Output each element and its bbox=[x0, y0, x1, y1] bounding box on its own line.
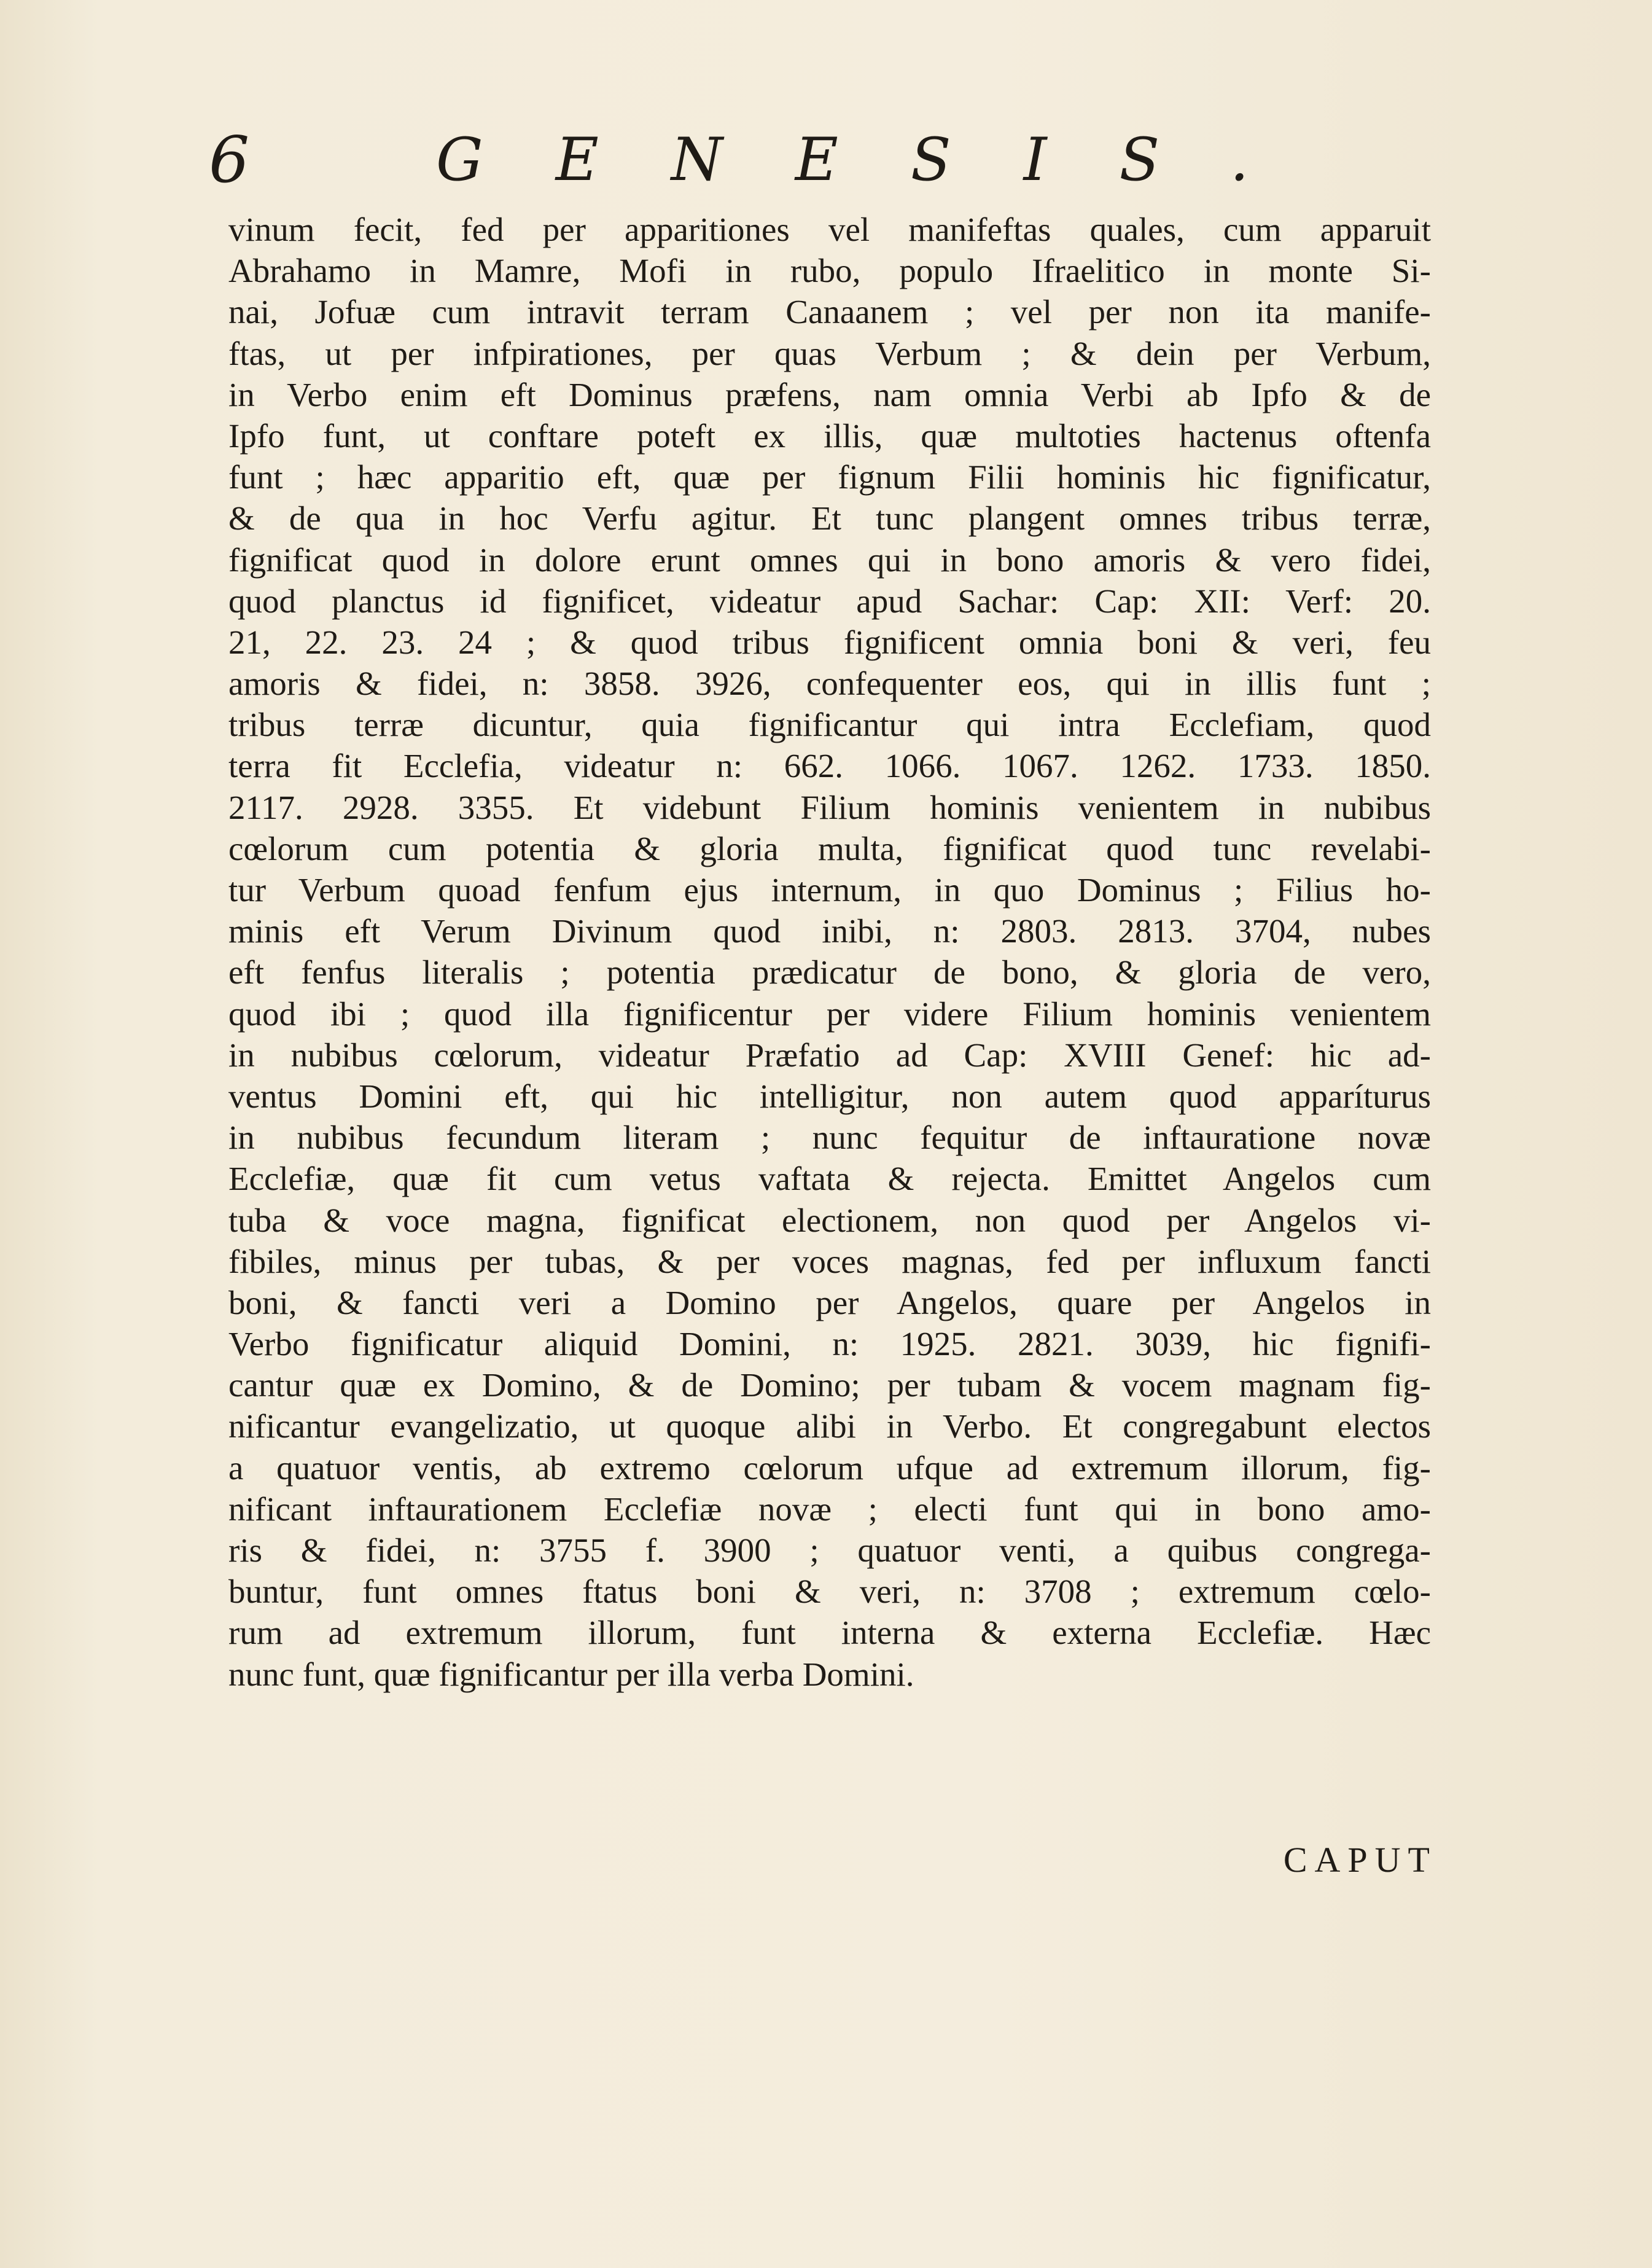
text-line: quod planctus id fignificet, videatur apud Sachar: Cap: XII: Verf: 20. bbox=[228, 582, 1431, 620]
text-line: minis eft Verum Divinum quod inibi, n: 2803. 2813. 3704, nubes bbox=[228, 912, 1431, 950]
text-line: Verbo fignificatur aliquid Domini, n: 1925. 2821. 3039, hic fignifi- bbox=[228, 1325, 1431, 1363]
text-line: fignificat quod in dolore erunt omnes qui in bono amoris & vero fidei, bbox=[228, 541, 1431, 579]
text-line: in nubibus cœlorum, videatur Præfatio ad Cap: XVIII Genef: hic ad- bbox=[228, 1036, 1431, 1074]
text-line: in Verbo enim eft Dominus præfens, nam omnia Verbi ab Ipfo & de bbox=[228, 375, 1431, 413]
text-line: Ipfo funt, ut conftare poteft ex illis, quæ multoties hactenus oftenfa bbox=[228, 416, 1431, 455]
text-line: 21, 22. 23. 24 ; & quod tribus fignificent omnia boni & veri, feu bbox=[228, 623, 1431, 661]
body-text bbox=[228, 209, 1431, 1695]
text-line: ventus Domini eft, qui hic intelligitur, non autem quod apparíturus bbox=[228, 1077, 1431, 1115]
text-line: rum ad extremum illorum, funt interna & externa Ecclefiæ. Hæc bbox=[228, 1614, 1431, 1652]
text-line: fibiles, minus per tubas, & per voces magnas, fed per influxum fancti bbox=[228, 1242, 1431, 1280]
text-line: Ecclefiæ, quæ fit cum vetus vaftata & rejecta. Emittet Angelos cum bbox=[228, 1160, 1431, 1198]
text-line: a quatuor ventis, ab extremo cœlorum ufque ad extremum illorum, fig- bbox=[228, 1449, 1431, 1487]
running-head: GENESIS. bbox=[436, 125, 1322, 194]
text-line: cœlorum cum potentia & gloria multa, fignificat quod tunc revelabi- bbox=[228, 829, 1431, 867]
text-line: boni, & fancti veri a Domino per Angelos, quare per Angelos in bbox=[228, 1283, 1431, 1321]
text-line: tur Verbum quoad fenfum ejus internum, in quo Dominus ; Filius ho- bbox=[228, 871, 1431, 909]
text-line: ftas, ut per infpirationes, per quas Verbum ; & dein per Verbum, bbox=[228, 334, 1431, 372]
text-line: in nubibus fecundum literam ; nunc fequitur de inftauratione novæ bbox=[228, 1119, 1431, 1157]
text-line: tribus terræ dicuntur, quia fignificantur qui intra Ecclefiam, quod bbox=[228, 706, 1431, 744]
text-line: & de qua in hoc Verfu agitur. Et tunc plangent omnes tribus terræ, bbox=[228, 499, 1431, 538]
text-line: nai, Jofuæ cum intravit terram Canaanem ; vel per non ita manife- bbox=[228, 293, 1431, 331]
text-line: vinum fecit, fed per apparitiones vel manifeftas quales, cum apparuit bbox=[228, 211, 1431, 248]
text-line: amoris & fidei, n: 3858. 3926, confequenter eos, qui in illis funt ; bbox=[228, 665, 1431, 703]
text-line: Abrahamo in Mamre, Mofi in rubo, populo Ifraelitico in monte Si- bbox=[228, 252, 1431, 290]
text-line: buntur, funt omnes ftatus boni & veri, n: 3708 ; extremum cœlo- bbox=[228, 1573, 1431, 1611]
text-line: eft fenfus literalis ; potentia prædicatur de bono, & gloria de vero, bbox=[228, 953, 1431, 991]
catchword: CAPUT bbox=[1283, 1840, 1437, 1880]
text-line-last: nunc funt, quæ fignificantur per illa verba Domini. bbox=[228, 1655, 914, 1693]
text-line: terra fit Ecclefia, videatur n: 662. 1066. 1067. 1262. 1733. 1850. bbox=[228, 747, 1431, 785]
page-number: 6 bbox=[209, 122, 250, 197]
page-header bbox=[209, 120, 1322, 200]
text-line: tuba & voce magna, fignificat electionem, non quod per Angelos vi- bbox=[228, 1201, 1431, 1239]
text-line: quod ibi ; quod illa fignificentur per videre Filium hominis venientem bbox=[228, 995, 1431, 1033]
text-line: nificantur evangelizatio, ut quoque alibi in Verbo. Et congregabunt electos bbox=[228, 1407, 1431, 1445]
text-line: funt ; hæc apparitio eft, quæ per fignum Filii hominis hic fignificatur, bbox=[228, 458, 1431, 496]
text-line: cantur quæ ex Domino, & de Domino; per tubam & vocem magnam fig- bbox=[228, 1366, 1431, 1404]
text-line: nificant inftaurationem Ecclefiæ novæ ; electi funt qui in bono amo- bbox=[228, 1490, 1431, 1528]
text-line: 2117. 2928. 3355. Et videbunt Filium hominis venientem in nubibus bbox=[228, 788, 1431, 826]
text-line: ris & fidei, n: 3755 f. 3900 ; quatuor venti, a quibus congrega- bbox=[228, 1531, 1431, 1569]
